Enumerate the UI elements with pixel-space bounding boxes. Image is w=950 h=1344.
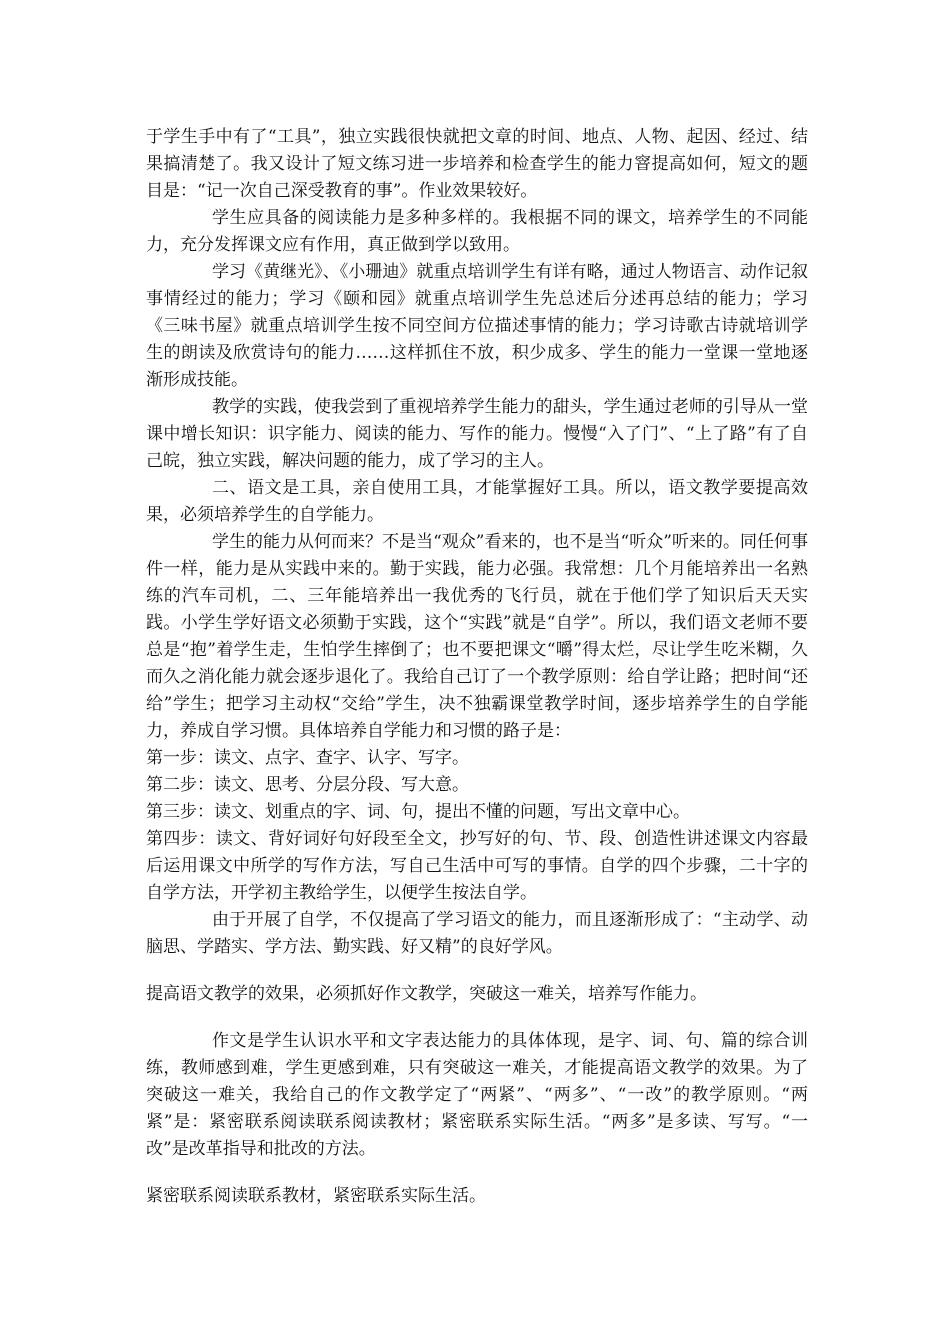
paragraph-7: 由于开展了自学，不仅提高了学习语文的能力，而且逐渐形成了：“主动学、动脑思、学踏实、学方法、勤实践、好又精”的良好学风。: [146, 910, 808, 957]
paragraph-1: 于学生手中有了“工具”，独立实践很快就把文章的时间、地点、人物、起因、经过、结果搞清楚了。我又设计了短文练习进一步培养和检查学生的能力窨提高如何，短文的题目是：“记一次自己深受教育的事”。作业效果较好。: [146, 127, 808, 201]
paragraph-4: 教学的实践，使我尝到了重视培养学生能力的甜头，学生通过老师的引导从一堂课中增长知识：识字能力、阅读的能力、写作的能力。慢慢“入了门”、“上了路”有了自己皖，独立实践，解决问题的能力，成了学习的主人。: [146, 397, 808, 471]
step-3: 第三步：读文、划重点的字、词、句，提出不懂的问题，写出文章中心。: [146, 802, 690, 822]
paragraph-8: 作文是学生认识水平和文字表达能力的具体体现，是字、词、句、篇的综合训练，教师感到难，学生更感到难，只有突破这一难关，才能提高语文教学的效果。为了突破这一难关，我给自己的作文教学定了“两紧”、“两多”、“一改”的教学原则。“两紧”是：紧密联系阅读联系阅读教材；紧密联系实际生活。“两多”是多读、写写。“一改”是改革指导和批改的方法。: [146, 1031, 808, 1159]
subsection-heading-reading: 紧密联系阅读联系教材，紧密联系实际生活。: [146, 1186, 486, 1206]
paragraph-3: 学习《黄继光》、《小珊迪》就重点培训学生有详有略，通过人物语言、动作记叙事情经过的能力；学习《颐和园》就重点培训学生先总述后分述再总结的能力；学习《三味书屋》就重点培训学生按不同空间方位描述事情的能力；学习诗歌古诗就培训学生的朗读及欣赏诗句的能力……这样抓住不放，积少成多、学生的能力一堂课一堂地逐渐形成技能。: [146, 262, 808, 390]
paragraph-2: 学生应具备的阅读能力是多种多样的。我根据不同的课文，培养学生的不同能力，充分发挥课文应有作用，真正做到学以致用。: [146, 208, 808, 255]
paragraph-6: 学生的能力从何而来？不是当“观众”看来的，也不是当“听众”听来的。同任何事件一样，能力是从实践中来的。勤于实践，能力必强。我常想：几个月能培养出一名熟练的汽车司机，二、三年能培养出一我优秀的飞行员，就在于他们学了知识后天天实践。小学生学好语文必须勤于实践，这个“实践”就是“自学”。所以，我们语文老师不要总是“抱”着学生走，生怕学生摔倒了；也不要把课文“嚼”得太烂，尽让学生吃米糊，久而久之消化能力就会逐步退化了。我给自己订了一个教学原则：给自学让路；把时间“还给”学生；把学习主动权“交给”学生，决不独霸课堂教学时间，逐步培养学生的自学能力，养成自学习惯。具体培养自学能力和习惯的路子是：: [146, 532, 808, 741]
paragraph-5-section-heading: 二、语文是工具，亲自使用工具，才能掌握好工具。所以，语文教学要提高效果，必须培养学生的自学能力。: [146, 478, 808, 525]
section-heading-writing: 提高语文教学的效果，必须抓好作文教学，突破这一难关，培养写作能力。: [146, 984, 707, 1004]
step-2: 第二步：读文、思考、分层分段、写大意。: [146, 775, 469, 795]
document-page: [146, 124, 808, 1210]
step-4: 第四步：读文、背好词好句好段至全文，抄写好的句、节、段、创造性讲述课文内容最后运用课文中所学的写作方法，写自己生活中可写的事情。自学的四个步骤，二十字的自学方法，开学初主教给学生，以便学生按法自学。: [146, 829, 808, 903]
step-1: 第一步：读文、点字、查字、认字、写字。: [146, 748, 469, 768]
